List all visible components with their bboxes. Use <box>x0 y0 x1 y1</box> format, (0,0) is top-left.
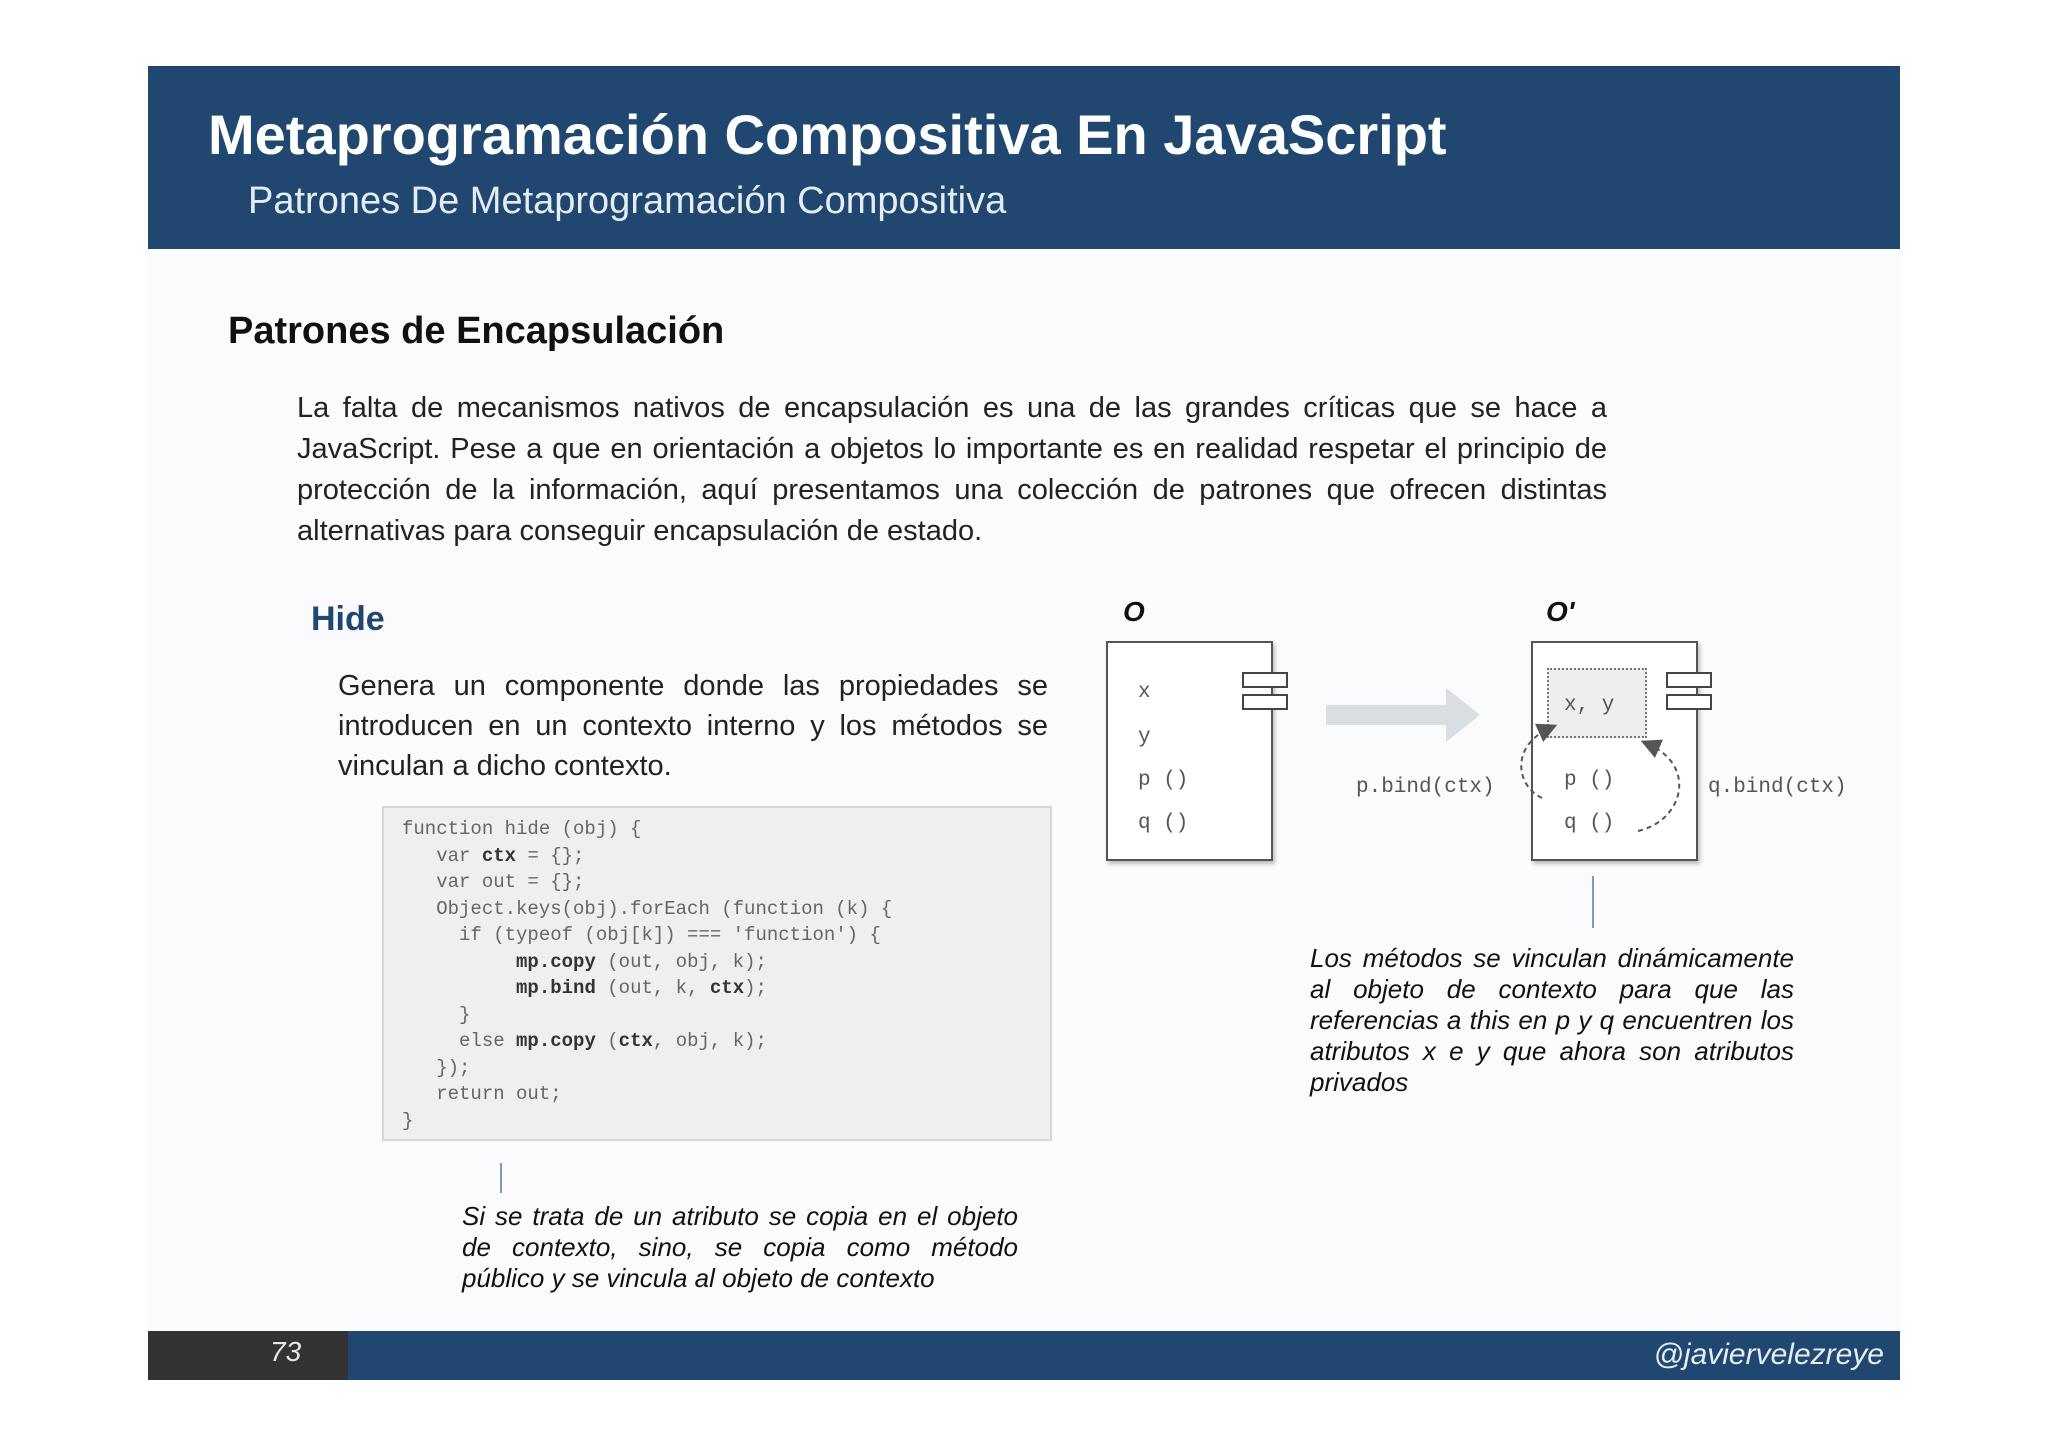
member-q-bound: q () <box>1564 812 1615 835</box>
code-keyword: mp.bind <box>516 977 596 999</box>
p-bind-arrow <box>1521 728 1550 798</box>
code-line <box>402 1083 562 1105</box>
code-line <box>402 977 767 999</box>
code-line <box>402 951 767 973</box>
code-text: return out; <box>402 1083 562 1105</box>
code-line <box>402 898 892 920</box>
code-text: Object.keys(obj).forEach (function (k) { <box>402 897 893 920</box>
q-bind-arrow <box>1638 744 1679 831</box>
page-number-box <box>148 1331 348 1380</box>
code-keyword: ctx <box>618 1030 653 1052</box>
transform-arrow-icon <box>1326 680 1486 750</box>
code-line <box>402 845 584 867</box>
code-text: var <box>402 844 482 867</box>
code-line <box>402 1057 470 1079</box>
code-text: } <box>402 1109 414 1132</box>
port-connector <box>1242 694 1288 710</box>
code-text: if (typeof (obj[k]) === 'function') { <box>402 924 881 946</box>
hide-heading: Hide <box>311 600 385 638</box>
header-bar <box>148 66 1900 249</box>
code-line <box>402 1030 767 1052</box>
code-line <box>402 818 641 840</box>
code-line <box>402 871 584 893</box>
binding-arrows <box>1498 686 1738 836</box>
code-text <box>402 977 516 999</box>
footer-bar <box>148 1331 1900 1380</box>
diagram-note-connector <box>1592 876 1594 928</box>
author-handle: @javiervelezreye <box>1653 1338 1884 1371</box>
code-text: (out, k, <box>595 977 710 999</box>
page-title: Metaprogramación Compositiva En JavaScript <box>208 103 1447 166</box>
code-text: , obj, k); <box>652 1030 767 1052</box>
slide <box>148 66 1900 1381</box>
hide-description: Genera un componente donde las propiedades se introducen en un contexto interno y los métodos se vinculan a dicho contexto. <box>338 670 1048 782</box>
code-keyword: ctx <box>709 977 745 999</box>
code-text <box>402 951 516 973</box>
diagram-note: Los métodos se vinculan dinámicamente al objeto de contexto para que las referencias a this en p y q encuentren los atributos x e y que ahora son atributos privados <box>1310 943 1794 1097</box>
member-q: q () <box>1138 812 1189 835</box>
code-text: } <box>402 1003 471 1026</box>
code-keyword: ctx <box>481 844 517 867</box>
code-keyword: mp.copy <box>516 1030 596 1052</box>
p-bind-label: p.bind(ctx) <box>1356 776 1495 799</box>
code-text: ( <box>595 1030 619 1052</box>
code-line <box>402 1110 413 1132</box>
code-text: (out, obj, k); <box>595 950 767 973</box>
diagram-label-o-prime: O' <box>1546 596 1575 627</box>
code-text: else <box>402 1030 517 1052</box>
code-line <box>402 924 881 946</box>
section-heading: Patrones de Encapsulación <box>228 310 725 352</box>
diagram-label-o: O <box>1123 596 1145 627</box>
code-text: var out = {}; <box>402 871 585 893</box>
context-members: x, y <box>1564 694 1615 717</box>
port-connector <box>1242 672 1288 688</box>
intro-paragraph: La falta de mecanismos nativos de encapsulación es una de las grandes críticas que se hace a JavaScript. Pese a que en orientación a objetos lo importante es en realidad respetar el principio de protección de la información, aquí presentamos una colección de patrones que ofrecen distintas alternativas para conseguir encapsulación de estado. <box>297 392 1607 547</box>
code-text: ); <box>744 977 767 999</box>
code-keyword: mp.copy <box>516 950 596 973</box>
member-p: p () <box>1138 769 1189 792</box>
code-text: function hide (obj) { <box>402 818 642 840</box>
member-y: y <box>1138 726 1151 749</box>
member-p-bound: p () <box>1564 769 1615 792</box>
code-note: Si se trata de un atributo se copia en el objeto de contexto, sino, se copia como método público y se vincula al objeto de contexto <box>462 1201 1018 1293</box>
code-block <box>382 806 1052 1141</box>
q-bind-label: q.bind(ctx) <box>1708 776 1847 799</box>
code-text: = {}; <box>516 844 585 867</box>
code-text: }); <box>402 1056 471 1079</box>
page-number: 73 <box>270 1336 302 1367</box>
page-subtitle: Patrones De Metaprogramación Compositiva <box>248 180 1007 222</box>
member-x: x <box>1138 681 1151 704</box>
code-note-connector <box>500 1163 502 1193</box>
code-line <box>402 1004 470 1026</box>
